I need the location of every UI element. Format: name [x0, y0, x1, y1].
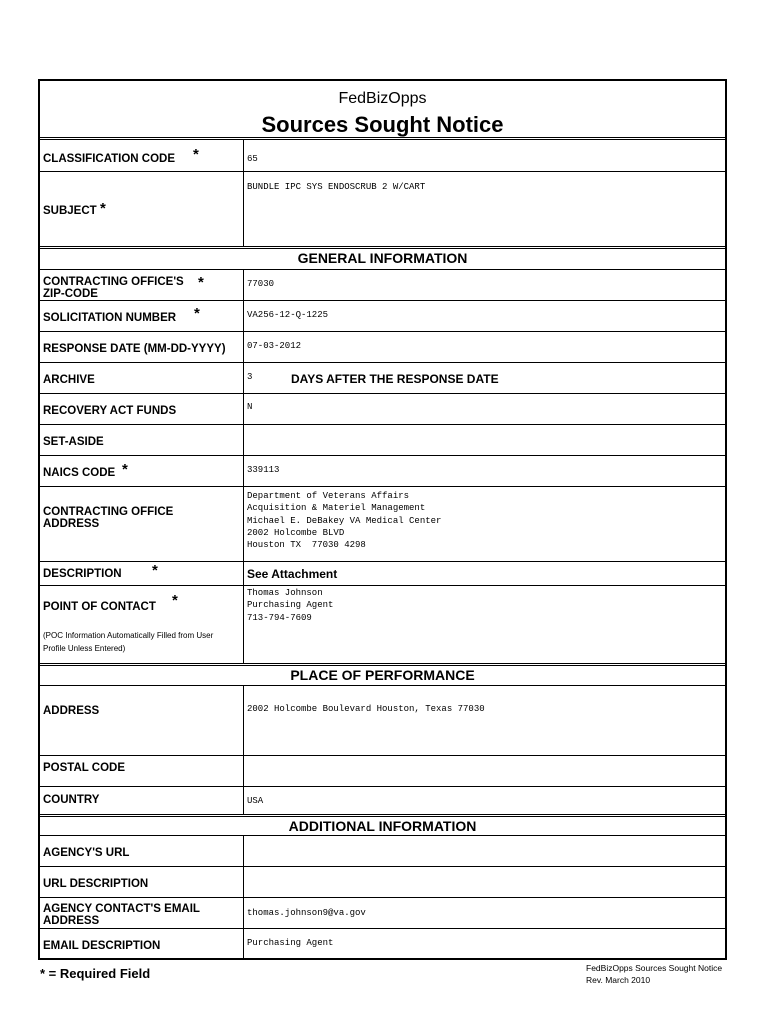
value-description: See Attachment — [247, 567, 338, 581]
label-set-aside: SET-ASIDE — [43, 436, 104, 448]
form-header — [40, 81, 725, 140]
section-place — [40, 666, 725, 686]
section-additional — [40, 817, 725, 836]
row-url-desc — [40, 867, 725, 898]
row-postal — [40, 756, 725, 787]
row-email-desc — [40, 929, 725, 960]
value-recovery: N — [247, 402, 253, 412]
row-solicitation — [40, 301, 725, 332]
field-set-aside[interactable] — [243, 425, 725, 455]
row-recovery — [40, 394, 725, 425]
value-naics: 339113 — [247, 465, 280, 475]
org-name: FedBizOpps — [338, 90, 427, 107]
label-archive: ARCHIVE — [43, 374, 95, 386]
row-office-address — [40, 487, 725, 562]
form-name: FedBizOpps Sources Sought Notice — [586, 963, 723, 973]
field-email[interactable] — [243, 898, 725, 928]
row-zip — [40, 270, 725, 301]
label-recovery: RECOVERY ACT FUNDS — [43, 405, 177, 417]
label-url-desc: URL DESCRIPTION — [43, 878, 149, 890]
label-classification-code: CLASSIFICATION CODE — [43, 153, 176, 165]
required-star: * — [198, 274, 204, 291]
label-email-desc: EMAIL DESCRIPTION — [43, 940, 161, 952]
row-description — [40, 562, 725, 586]
label-solicitation: SOLICITATION NUMBER — [43, 312, 177, 324]
value-zip: 77030 — [247, 279, 275, 289]
row-country — [40, 787, 725, 817]
field-naics[interactable] — [243, 456, 725, 486]
value-office-address: Department of Veterans Affairs Acquisition & Materiel Management Michael E. DeBakey VA Medical Center 2002 Holcombe BLVD Houston TX 77030 4298 — [247, 491, 442, 551]
row-archive — [40, 363, 725, 394]
row-subject — [40, 172, 725, 249]
field-poc[interactable] — [243, 586, 725, 663]
field-office-address[interactable] — [243, 487, 725, 561]
row-address — [40, 686, 725, 756]
row-poc — [40, 586, 725, 666]
section-additional-title: ADDITIONAL INFORMATION — [288, 818, 477, 834]
row-response-date — [40, 332, 725, 363]
field-subject[interactable] — [243, 172, 725, 246]
label-postal: POSTAL CODE — [43, 762, 125, 774]
notice-form — [38, 79, 727, 960]
label-poc: POINT OF CONTACT — [43, 601, 156, 613]
field-postal[interactable] — [243, 756, 725, 786]
value-subject: BUNDLE IPC SYS ENDOSCRUB 2 W/CART — [247, 182, 426, 192]
value-archive: 3 — [247, 372, 253, 382]
section-general — [40, 249, 725, 270]
form-revision-info — [586, 962, 722, 986]
row-set-aside — [40, 425, 725, 456]
label-agency-url: AGENCY'S URL — [43, 847, 130, 859]
label-country: COUNTRY — [43, 794, 100, 806]
value-email-desc: Purchasing Agent — [247, 938, 334, 948]
row-email — [40, 898, 725, 929]
section-general-title: GENERAL INFORMATION — [297, 250, 468, 266]
archive-suffix: DAYS AFTER THE RESPONSE DATE — [291, 372, 499, 386]
form-revision: Rev. March 2010 — [586, 975, 651, 985]
section-place-title: PLACE OF PERFORMANCE — [290, 667, 475, 683]
page-title: Sources Sought Notice — [261, 112, 504, 137]
field-url-desc[interactable] — [243, 867, 725, 897]
row-naics — [40, 456, 725, 487]
required-star: * — [152, 562, 158, 579]
label-zip: CONTRACTING OFFICE'S ZIP-CODE — [43, 276, 184, 300]
field-classification-code[interactable] — [243, 140, 725, 171]
label-description: DESCRIPTION — [43, 568, 122, 580]
field-response-date[interactable] — [243, 332, 725, 362]
label-email: AGENCY CONTACT'S EMAIL ADDRESS — [43, 903, 200, 927]
field-description[interactable] — [243, 562, 725, 585]
label-subject: SUBJECT — [43, 205, 97, 217]
required-star: * — [193, 146, 199, 163]
field-recovery[interactable] — [243, 394, 725, 424]
value-classification-code: 65 — [247, 154, 258, 164]
value-response-date: 07-03-2012 — [247, 341, 302, 351]
field-archive[interactable] — [243, 363, 725, 393]
field-agency-url[interactable] — [243, 836, 725, 866]
required-field-note: * = Required Field — [40, 966, 151, 981]
row-agency-url — [40, 836, 725, 867]
value-solicitation: VA256-12-Q-1225 — [247, 310, 329, 320]
required-star: * — [172, 592, 178, 609]
required-star: * — [194, 305, 200, 322]
required-star: * — [100, 200, 106, 217]
label-naics: NAICS CODE — [43, 467, 116, 479]
value-email: thomas.johnson9@va.gov — [247, 908, 366, 918]
field-zip[interactable] — [243, 270, 725, 300]
row-classification-code — [40, 140, 725, 172]
value-address: 2002 Holcombe Boulevard Houston, Texas 77030 — [247, 704, 485, 714]
label-address: ADDRESS — [43, 705, 100, 717]
label-office-address: CONTRACTING OFFICE ADDRESS — [43, 506, 174, 530]
field-solicitation[interactable] — [243, 301, 725, 331]
field-email-desc[interactable] — [243, 929, 725, 960]
value-poc: Thomas Johnson Purchasing Agent 713-794-7609 — [247, 588, 334, 623]
poc-note: (POC Information Automatically Filled from User Profile Unless Entered) — [43, 631, 214, 653]
field-country[interactable] — [243, 787, 725, 814]
required-star: * — [122, 461, 128, 478]
label-response-date: RESPONSE DATE (MM-DD-YYYY) — [43, 343, 226, 355]
field-address[interactable] — [243, 686, 725, 755]
value-country: USA — [247, 796, 264, 806]
